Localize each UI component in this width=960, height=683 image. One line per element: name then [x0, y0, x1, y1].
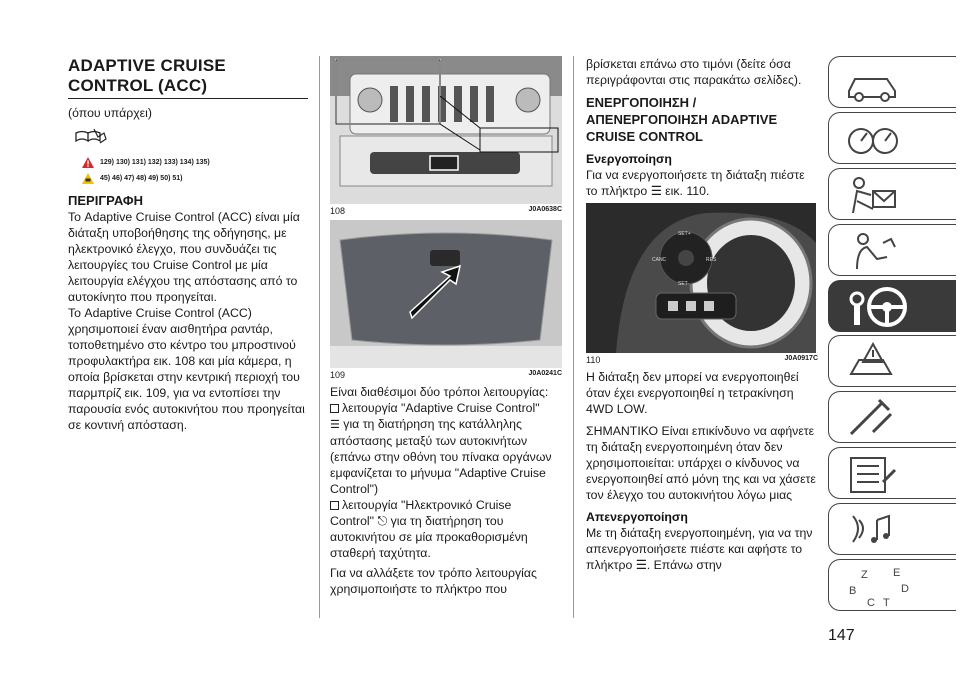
index-letter-t: T	[883, 597, 890, 609]
column-left	[68, 56, 308, 433]
mode-1-label: λειτουργία "Adaptive Cruise Control"	[342, 401, 540, 415]
paragraph-4wd-low: Η διάταξη δεν μπορεί να ενεργοποιηθεί όταν έχει ενεργοποιηθεί η τετρακίνηση 4WD LOW.	[586, 370, 799, 416]
title-line-2: CONTROL (ACC)	[68, 76, 208, 95]
steering-key-icon	[843, 285, 913, 329]
change-mode: Για να αλλάξετε τον τρόπο λειτουργίας χρησιμοποιήστε το πλήκτρο που	[330, 566, 537, 596]
caution-refs-text: 45) 46) 47) 48) 49) 50) 51)	[100, 174, 183, 182]
page-title	[68, 56, 308, 99]
index-letter-z: Z	[861, 569, 868, 582]
paragraph-sensors: Το Adaptive Cruise Control (ACC) χρησιμοποιεί έναν αισθητήρα ραντάρ, τοποθετημένο στο κέντρο του μπροστινού προφυλακτήρα εικ. 108 και μία κάμερα, η οποία βρίσκεται στην κεντρική περιοχή του παρμπρίζ εικ. 109, για να εντοπίσει την παρουσία ενός αυτοκινήτου που προηγείται σε κοντινή απόσταση.	[68, 306, 305, 432]
activation-text-b: εικ. 110.	[665, 184, 710, 198]
mode-2-text: για τη διατήρηση του αυτοκινήτου σε μία προκαθορισμένη σταθερή ταχύτητα.	[330, 514, 528, 560]
section-heading-description: ΠΕΡΙΓΡΑΦΗ	[68, 193, 143, 208]
figure-109-number: 109	[330, 370, 346, 380]
figure-108-caption	[330, 206, 562, 216]
mode-2-label-end: Control"	[330, 514, 375, 528]
book-hand-icon	[74, 127, 308, 152]
set-minus-label: SET-	[678, 281, 690, 287]
deactivation-text-a: Με τη διάταξη ενεργοποιημένη, για να την απενεργοποιήσετε πιέστε και αφήστε το πλήκτρο	[586, 526, 813, 572]
section-heading-activation: ΕΝΕΡΓΟΠΟΙΗΣΗ / ΑΠΕΝΕΡΓΟΠΟΙΗΣΗ ADAPTIVE CRUISE CONTROL	[586, 95, 778, 144]
mode-2-description	[330, 513, 562, 561]
safety-icon	[843, 173, 903, 217]
bullet-square-icon	[330, 501, 339, 510]
figure-110-number: 110	[586, 355, 601, 365]
index-letter-c: C	[867, 597, 875, 609]
index-letter-e: E	[893, 567, 901, 580]
caution-references	[82, 170, 308, 186]
tab-starting-driving[interactable]	[828, 280, 956, 332]
subtitle: (όπου υπάρχει)	[68, 106, 152, 120]
warning-triangle-icon	[82, 157, 94, 168]
activation-text-a: Για να ενεργοποιήσετε τη διάταξη πιέστε το πλήκτρο	[586, 168, 805, 198]
paragraph-intro: Το Adaptive Cruise Control (ACC) είναι μία διάταξη υποβοήθησης της οδήγησης, με ηλεκτρονικό έλεγχο, που συνδυάζει τις λειτουργίες του Cruise Control με μία λειτουργία ελέγχου της απόστασης από το αυτοκίνητο που προηγείται.	[68, 210, 300, 304]
multimedia-icon	[843, 508, 903, 552]
emergency-icon	[843, 340, 903, 384]
index-icon	[843, 564, 923, 608]
acc-button-icon: ☰	[650, 184, 662, 198]
chapter-tabs	[828, 56, 956, 615]
subheading-activation: Ενεργοποίηση	[586, 152, 672, 166]
caution-triangle-icon	[82, 173, 94, 184]
figure-110-caption	[586, 355, 818, 365]
speedometer-icon: ⎋	[377, 514, 388, 528]
tab-emergency[interactable]	[828, 335, 956, 387]
mode-1-title	[330, 400, 562, 416]
activation-text	[586, 167, 818, 199]
warning-references	[82, 154, 308, 170]
figure-109-windshield-camera	[330, 220, 562, 368]
paragraph-important: ΣΗΜΑΝΤΙΚΟ Είναι επικίνδυνο να αφήνετε τη διάταξη ενεργοποιημένη όταν δεν χρησιμοποιείται: υπάρχει ο κίνδυνος να ενεργοποιηθεί από μόνη της και να χάσετε τον έλεγχο του αυτοκινήτου λόγω μιας	[586, 424, 816, 502]
acc-car-icon: ☰	[330, 419, 340, 431]
index-letter-d: D	[901, 583, 909, 596]
tab-safety-2[interactable]	[828, 224, 956, 276]
tab-specs[interactable]	[828, 447, 956, 499]
page-number: 147	[828, 627, 855, 644]
deactivation-text	[586, 525, 818, 573]
warning-refs-text: 129) 130) 131) 132) 133) 134) 135)	[100, 158, 210, 166]
car-info-icon	[843, 61, 903, 105]
figure-108-number: 108	[330, 206, 346, 216]
column-middle	[330, 56, 562, 597]
column-right	[586, 56, 818, 573]
tab-maintenance[interactable]	[828, 391, 956, 443]
set-plus-label: SET+	[678, 231, 691, 237]
tab-car-info[interactable]	[828, 56, 956, 108]
tab-safety[interactable]	[828, 168, 956, 220]
index-letter-b: B	[849, 585, 857, 598]
column-divider	[319, 56, 320, 618]
specs-icon	[843, 452, 903, 496]
dashboard-icon	[843, 117, 903, 161]
column-divider	[573, 56, 574, 618]
tab-index[interactable]	[828, 559, 956, 611]
continuation-text: βρίσκεται επάνω στο τιμόνι (δείτε όσα περιγράφονται στις παρακάτω σελίδες).	[586, 57, 802, 87]
deactivation-text-b: . Επάνω στην	[646, 558, 722, 572]
figure-109-caption	[330, 370, 562, 380]
modes-intro: Είναι διαθέσιμοι δύο τρόποι λειτουργίας:	[330, 385, 549, 399]
figure-108-code: J0A0638C	[528, 206, 562, 213]
canc-label: CANC	[652, 257, 667, 263]
acc-button-icon: ☰	[635, 558, 647, 572]
mode-1-description	[330, 416, 562, 497]
mode-1-text: για τη διατήρηση της κατάλληλης απόστασης μεταξύ των αυτοκινήτων (επάνω στην οθόνη του πίνακα οργάνων εμφανίζεται το μήνυμα "Adaptive Cruise Control")	[330, 417, 552, 496]
subheading-deactivation: Απενεργοποίηση	[586, 510, 688, 524]
title-line-1: ADAPTIVE CRUISE	[68, 56, 226, 75]
child-seat-icon	[843, 229, 903, 273]
figure-110-code: J0A0917C	[784, 355, 818, 362]
bullet-square-icon	[330, 404, 339, 413]
tab-multimedia[interactable]	[828, 503, 956, 555]
mode-2-title	[330, 497, 562, 513]
res-label: RES	[706, 257, 717, 263]
figure-109-code: J0A0241C	[528, 370, 562, 377]
mode-2-label: λειτουργία "Ηλεκτρονικό Cruise	[342, 498, 512, 512]
figure-110-steering-controls	[586, 203, 816, 353]
maintenance-icon	[843, 396, 903, 440]
tab-dashboard[interactable]	[828, 112, 956, 164]
figure-108-front-bumper	[330, 56, 562, 204]
